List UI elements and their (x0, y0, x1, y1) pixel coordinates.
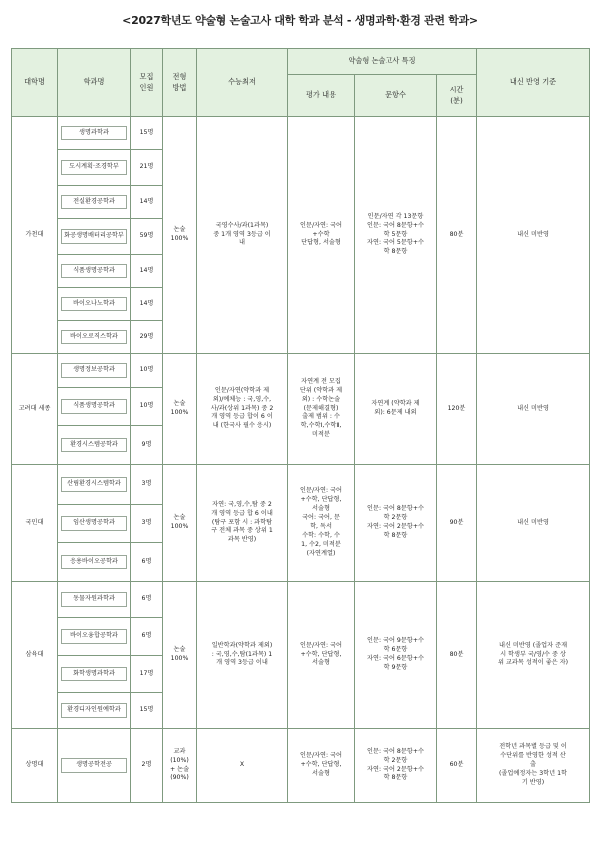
dept-quota: 14명 (131, 288, 163, 321)
header-items: 문항수 (355, 75, 437, 117)
header-features: 약술형 논술고사 특징 (288, 49, 477, 75)
header-dept: 학과명 (58, 49, 131, 117)
table-row (12, 465, 590, 505)
dept-quota: 6명 (131, 618, 163, 656)
dept-name: 화학생명과학과 (61, 667, 127, 682)
dept-quota: 59명 (131, 219, 163, 255)
csat-minimum: 인문/자연(약학과 제 외)/예체능 : 국,영,수, 사/과(상위 1과목) 중 2 개 영역 등급 합이 6 이 내 (한국사 필수 응시) (197, 354, 288, 465)
dept-name-cell (58, 288, 131, 321)
table-row (12, 117, 590, 150)
selection-method: 교과 (10%) + 논술 (90%) (163, 729, 197, 803)
exam-time: 60분 (437, 729, 477, 803)
gpa-criteria: 내신 미반영 (477, 465, 590, 582)
dept-name: 바이오융합공학과 (61, 629, 127, 644)
dept-name: 식품생명공학과 (61, 264, 127, 279)
dept-name-cell (58, 465, 131, 505)
header-gpa: 내신 반영 기준 (477, 49, 590, 117)
dept-quota: 10명 (131, 388, 163, 426)
selection-method: 논술 100% (163, 354, 197, 465)
univ-name: 삼육대 (12, 582, 58, 729)
gpa-criteria: 전학년 과목별 등급 및 이 수단위를 반영한 성적 산 출 (졸업예정자는 3학년 1학 기 반영) (477, 729, 590, 803)
dept-name-cell (58, 219, 131, 255)
item-count: 인문: 국어 9문항+수 학 6문항 자연: 국어 6문항+수 학 9문항 (355, 582, 437, 729)
header-univ: 대학명 (12, 49, 58, 117)
dept-name-cell (58, 186, 131, 219)
university-table (11, 48, 590, 803)
dept-quota: 3명 (131, 505, 163, 543)
dept-name: 바이오로직스학과 (61, 330, 127, 345)
dept-name: 전실환경공학과 (61, 195, 127, 210)
univ-name: 가천대 (12, 117, 58, 354)
dept-quota: 6명 (131, 582, 163, 618)
dept-name: 생명공학전공 (61, 758, 127, 773)
dept-name: 동물자원과학과 (61, 592, 127, 607)
item-count: 인문: 국어 8문항+수 학 2문항 자연: 국어 2문항+수 학 8문항 (355, 729, 437, 803)
dept-name: 생명과학과 (61, 126, 127, 141)
dept-name: 산림환경시스템학과 (61, 477, 127, 492)
dept-quota: 29명 (131, 321, 163, 354)
gpa-criteria: 내신 미반영 (졸업자 준재 시 학생부 국/영/수 중 상 위 교과목 성적이 좋은 자) (477, 582, 590, 729)
dept-name-cell (58, 543, 131, 582)
dept-name-cell (58, 582, 131, 618)
dept-quota: 14명 (131, 255, 163, 288)
dept-quota: 10명 (131, 354, 163, 388)
dept-quota: 6명 (131, 543, 163, 582)
selection-method: 논술 100% (163, 582, 197, 729)
eval-content: 인문/자연: 국어 +수학, 단답형, 서술형 국어: 국어, 문 학, 독서 수학: 수학, 수 1, 수2, 미적분 (자연계열) (288, 465, 355, 582)
dept-name-cell (58, 618, 131, 656)
dept-name: 도시계획·조경학부 (61, 160, 127, 175)
dept-name-cell (58, 255, 131, 288)
dept-name: 응용바이오공학과 (61, 555, 127, 570)
eval-content: 자연계 전 모집 단위 (약학과 제 외) : 수학논술 (문제해결형) 출제 범위 : 수 학,수학Ⅰ,수학Ⅱ, 미적분 (288, 354, 355, 465)
dept-name-cell (58, 150, 131, 186)
dept-quota: 14명 (131, 186, 163, 219)
csat-minimum: 자연: 국,영,수,탐 중 2 개 영역 등급 합 6 이내 (탐구 포함 시 : 과학탐 구 전체 과목 중 상위 1 과목 반영) (197, 465, 288, 582)
dept-name-cell (58, 117, 131, 150)
csat-minimum: 국영수사/과(1과목) 중 1개 영역 3등급 이 내 (197, 117, 288, 354)
dept-name: 환경시스템공학과 (61, 438, 127, 453)
dept-name-cell (58, 505, 131, 543)
exam-time: 80분 (437, 582, 477, 729)
eval-content: 인문/자연: 국어 +수학, 단답형, 서술형 (288, 582, 355, 729)
header-method: 전형 방법 (163, 49, 197, 117)
exam-time: 90분 (437, 465, 477, 582)
dept-name-cell (58, 656, 131, 693)
dept-quota: 9명 (131, 426, 163, 465)
dept-name-cell (58, 354, 131, 388)
eval-content: 인문/자연: 국어 +수학, 단답형, 서술형 (288, 729, 355, 803)
univ-name: 국민대 (12, 465, 58, 582)
dept-name: 화공생명배터리공학부 (61, 229, 127, 244)
gpa-criteria: 내신 미반영 (477, 354, 590, 465)
item-count: 자연계 (약학과 제 외): 6문제 내외 (355, 354, 437, 465)
item-count: 인문: 국어 8문항+수 학 2문항 자연: 국어 2문항+수 학 8문항 (355, 465, 437, 582)
table-row (12, 729, 590, 803)
dept-name: 식품생명공학과 (61, 399, 127, 414)
csat-minimum: X (197, 729, 288, 803)
dept-quota: 15명 (131, 693, 163, 729)
dept-quota: 2명 (131, 729, 163, 803)
exam-time: 120분 (437, 354, 477, 465)
dept-quota: 15명 (131, 117, 163, 150)
header-quota: 모집 인원 (131, 49, 163, 117)
selection-method: 논술 100% (163, 465, 197, 582)
selection-method: 논술 100% (163, 117, 197, 354)
dept-name-cell (58, 321, 131, 354)
univ-name: 고려대 세종 (12, 354, 58, 465)
dept-name: 바이오나노학과 (61, 297, 127, 312)
dept-name: 환경디자인원예학과 (61, 703, 127, 718)
item-count: 인문/자연 각 13문항 인문: 국어 8문항+수 학 5문항 자연: 국어 5문항+수 학 8문항 (355, 117, 437, 354)
dept-name: 생명정보공학과 (61, 363, 127, 378)
dept-name-cell (58, 426, 131, 465)
gpa-criteria: 내신 미반영 (477, 117, 590, 354)
dept-name-cell (58, 729, 131, 803)
header-content: 평가 내용 (288, 75, 355, 117)
page-title: <2027학년도 약술형 논술고사 대학 학과 분석 - 생명과학·환경 관련 학과> (122, 14, 478, 27)
dept-quota: 17명 (131, 656, 163, 693)
dept-quota: 3명 (131, 465, 163, 505)
dept-quota: 21명 (131, 150, 163, 186)
dept-name-cell (58, 693, 131, 729)
csat-minimum: 일반학과(약학과 제외) : 국,영,수,탐(1과목) 1 개 영역 3등급 이내 (197, 582, 288, 729)
dept-name-cell (58, 388, 131, 426)
dept-name: 임산생명공학과 (61, 516, 127, 531)
univ-name: 상명대 (12, 729, 58, 803)
header-time: 시간 (분) (437, 75, 477, 117)
table-row (12, 582, 590, 618)
exam-time: 80분 (437, 117, 477, 354)
table-row (12, 354, 590, 388)
header-csat: 수능최저 (197, 49, 288, 117)
eval-content: 인문/자연: 국어 +수학 단답형, 서술형 (288, 117, 355, 354)
